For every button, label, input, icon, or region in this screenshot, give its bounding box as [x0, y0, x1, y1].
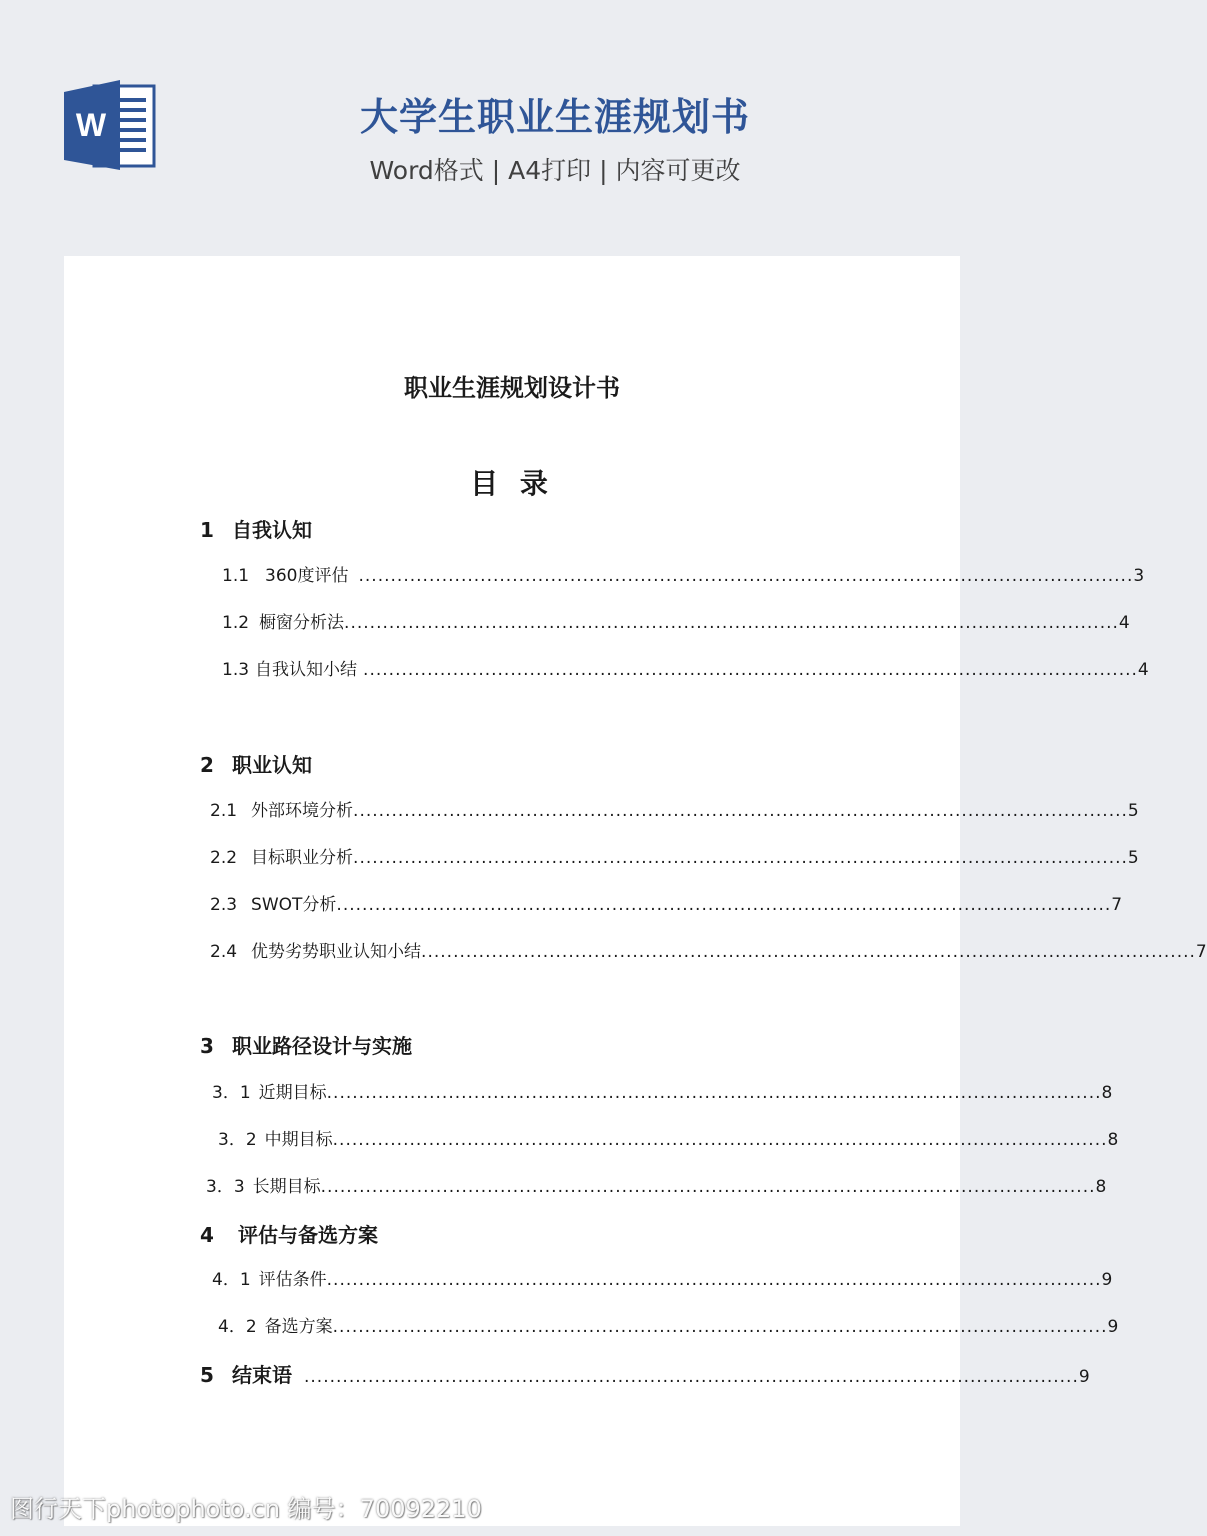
toc-entry[interactable]	[222, 564, 1145, 588]
entry-label: SWOT分析	[251, 895, 337, 915]
entry-label: 评估条件	[258, 1270, 327, 1290]
entry-label: 长期目标	[252, 1177, 321, 1197]
entry-number: 3．3	[206, 1177, 245, 1197]
toc-entry[interactable]	[218, 1128, 1119, 1152]
dot-leader: .........................................................................................................................	[363, 660, 1138, 680]
entry-page: 9	[1078, 1367, 1090, 1387]
toc-entry[interactable]	[222, 658, 1149, 682]
entry-page: 5	[1127, 848, 1139, 868]
section-number: 2	[200, 753, 214, 777]
entry-page: 3	[1133, 566, 1145, 586]
entry-number: 3．1	[212, 1083, 251, 1103]
section-title: 自我认知	[232, 518, 312, 542]
entry-label: 优势劣势职业认知小结	[251, 942, 422, 962]
entry-number: 2.3	[210, 895, 238, 915]
entry-page: 9	[1107, 1317, 1119, 1337]
entry-number: 2.2	[210, 848, 238, 868]
entry-number: 1.1	[222, 566, 250, 586]
toc-section-3[interactable]	[200, 1032, 412, 1060]
dot-leader: .........................................................................................................................	[336, 895, 1112, 915]
entry-page: 8	[1107, 1130, 1119, 1150]
entry-label: 360度评估	[265, 566, 349, 586]
entry-label: 外部环境分析	[251, 801, 354, 821]
entry-page: 9	[1101, 1270, 1113, 1290]
entry-number: 1.3	[222, 660, 250, 680]
dot-leader: .........................................................................................................................	[332, 1130, 1108, 1150]
entry-label: 橱窗分析法	[259, 613, 345, 633]
toc-entry[interactable]	[222, 611, 1130, 635]
entry-page: 8	[1101, 1083, 1113, 1103]
entry-label: 自我认知小结	[255, 660, 358, 680]
word-doc-icon	[64, 80, 156, 170]
entry-page: 5	[1127, 801, 1139, 821]
document-page	[64, 256, 1207, 1526]
toc-section-5[interactable]	[200, 1361, 1090, 1391]
entry-number: 2.4	[210, 942, 238, 962]
document-title: 职业生涯规划设计书	[404, 374, 620, 402]
watermark: 图行天下photophoto.cn 编号：70092210	[10, 1495, 482, 1523]
entry-page: 7	[1195, 942, 1207, 962]
entry-number: 2.1	[210, 801, 238, 821]
section-number: 3	[200, 1034, 214, 1058]
dot-leader: .........................................................................................................................	[320, 1177, 1096, 1197]
toc-entry[interactable]	[218, 1315, 1119, 1339]
toc-entry[interactable]	[210, 846, 1139, 870]
toc-entry[interactable]	[212, 1081, 1113, 1105]
header-title: 大学生职业生涯规划书	[359, 95, 750, 139]
dot-leader: .........................................................................................................................	[332, 1317, 1108, 1337]
toc-entry[interactable]	[210, 940, 1207, 964]
entry-label: 目标职业分析	[251, 848, 354, 868]
entry-label: 近期目标	[258, 1083, 327, 1103]
toc-section-1[interactable]	[200, 516, 312, 544]
word-logo-letter: W	[75, 107, 107, 143]
entry-page: 4	[1137, 660, 1149, 680]
dot-leader: .........................................................................................................................	[353, 801, 1128, 821]
entry-page: 8	[1095, 1177, 1107, 1197]
toc-entry[interactable]	[210, 799, 1139, 823]
toc-entry[interactable]	[206, 1175, 1107, 1199]
section-number: 1	[200, 518, 214, 542]
entry-label: 中期目标	[264, 1130, 333, 1150]
entry-page: 4	[1118, 613, 1130, 633]
dot-leader: .........................................................................................................................	[304, 1367, 1079, 1387]
entry-number: 4．1	[212, 1270, 251, 1290]
entry-label: 备选方案	[264, 1317, 333, 1337]
entry-number: 3．2	[218, 1130, 257, 1150]
dot-leader: .........................................................................................................................	[358, 566, 1134, 586]
dot-leader: .........................................................................................................................	[326, 1270, 1102, 1290]
toc-heading: 目 录	[470, 467, 554, 500]
toc-section-2[interactable]	[200, 751, 312, 779]
entry-number: 1.2	[222, 613, 250, 633]
section-title: 评估与备选方案	[238, 1223, 378, 1247]
section-number: 4	[200, 1223, 214, 1247]
toc-section-4[interactable]	[200, 1221, 378, 1249]
section-number: 5	[200, 1363, 214, 1387]
toc-entry[interactable]	[212, 1268, 1113, 1292]
section-title: 职业认知	[232, 753, 312, 777]
toc-entry[interactable]	[210, 893, 1123, 917]
dot-leader: .........................................................................................................................	[421, 942, 1196, 962]
section-title: 结束语	[232, 1363, 292, 1387]
section-title: 职业路径设计与实施	[232, 1034, 412, 1058]
header-subtitle: Word格式 | A4打印 | 内容可更改	[369, 156, 741, 185]
entry-page: 7	[1111, 895, 1123, 915]
entry-number: 4．2	[218, 1317, 257, 1337]
dot-leader: .........................................................................................................................	[326, 1083, 1102, 1103]
dot-leader: .........................................................................................................................	[353, 848, 1128, 868]
dot-leader: .........................................................................................................................	[344, 613, 1119, 633]
page-header	[0, 0, 1024, 230]
